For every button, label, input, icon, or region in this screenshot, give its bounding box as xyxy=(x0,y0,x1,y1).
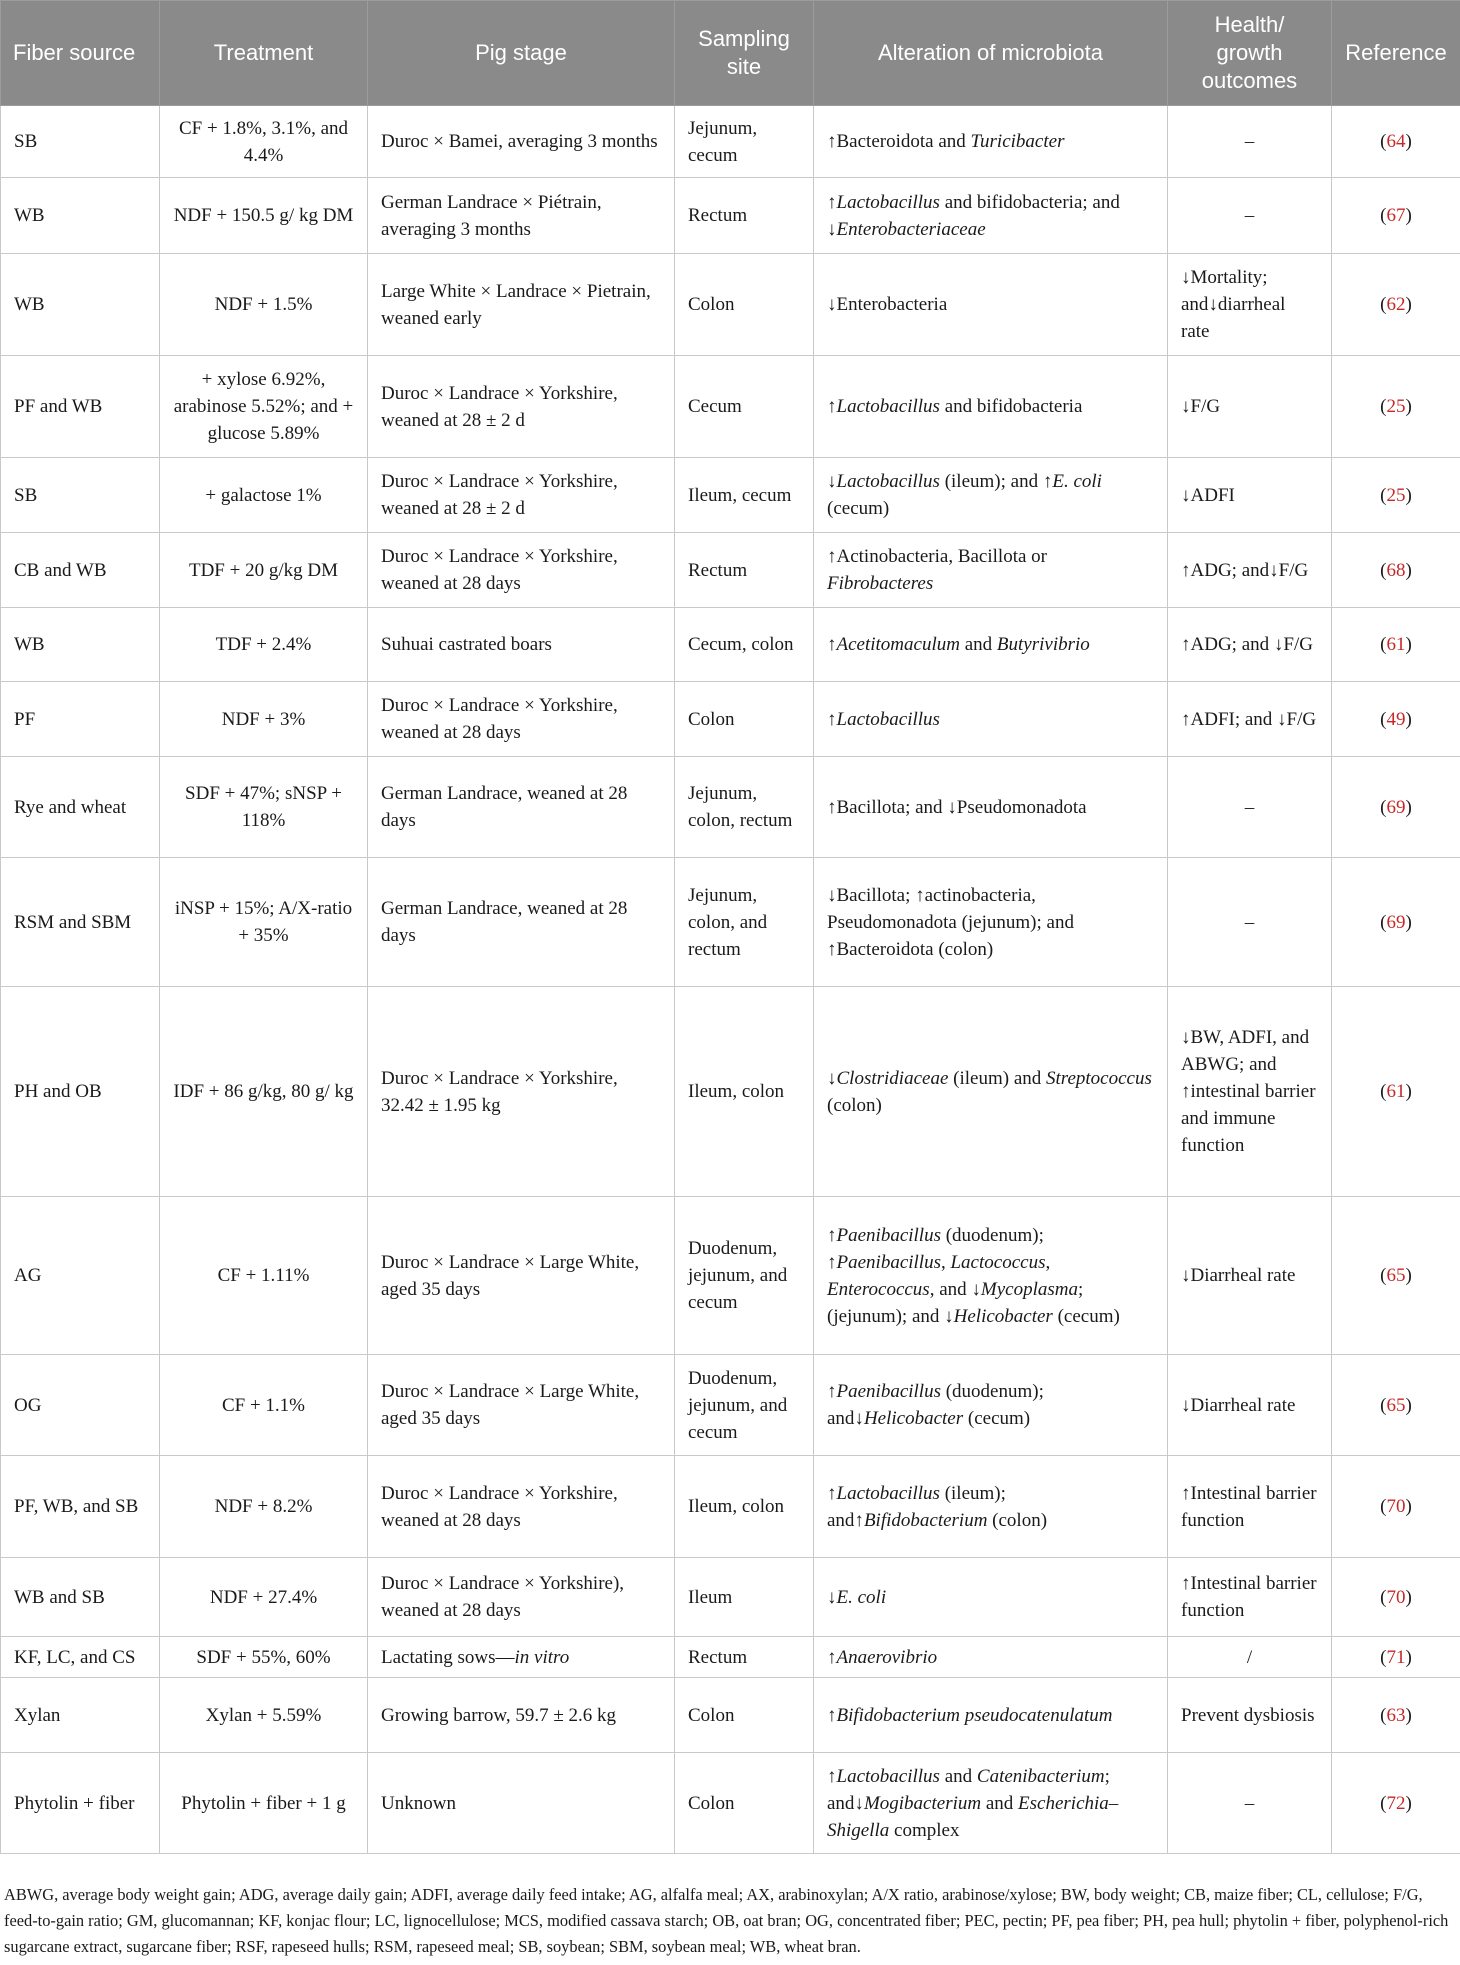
cell-reference: (64) xyxy=(1332,106,1460,178)
cell-sampling-site: Ileum, colon xyxy=(675,987,814,1197)
reference-link[interactable]: 72 xyxy=(1386,1792,1406,1814)
cell-pig-stage: Duroc × Landrace × Yorkshire), weaned at 28 days xyxy=(368,1558,675,1637)
cell-health-outcomes: ↑ADG; and↓F/G xyxy=(1168,533,1332,608)
cell-fiber-source: PF xyxy=(1,682,160,757)
cell-pig-stage: Duroc × Landrace × Large White, aged 35 days xyxy=(368,1197,675,1355)
cell-pig-stage: German Landrace × Piétrain, averaging 3 months xyxy=(368,178,675,254)
cell-sampling-site: Jejunum, cecum xyxy=(675,106,814,178)
cell-treatment: Xylan + 5.59% xyxy=(160,1678,368,1753)
cell-fiber-source: SB xyxy=(1,106,160,178)
cell-sampling-site: Colon xyxy=(675,1678,814,1753)
cell-alteration: ↑Lactobacillus and Catenibacterium; and↓Mogibacterium and Escherichia–Shigella complex xyxy=(814,1753,1168,1854)
reference-link[interactable]: 69 xyxy=(1386,911,1406,933)
cell-pig-stage: Duroc × Landrace × Yorkshire, weaned at 28 ± 2 d xyxy=(368,356,675,458)
cell-fiber-source: PF, WB, and SB xyxy=(1,1456,160,1558)
cell-alteration: ↑Anaerovibrio xyxy=(814,1637,1168,1678)
cell-alteration: ↓Lactobacillus (ileum); and ↑E. coli (cecum) xyxy=(814,458,1168,533)
cell-health-outcomes: – xyxy=(1168,757,1332,858)
table-footnote: ABWG, average body weight gain; ADG, average daily gain; ADFI, average daily feed intake; AG, alfalfa meal; AX, arabinoxylan; A/X ratio, arabinose/xylose; BW, body weight; CB, maize fiber; CL, cellulose; F/G, feed-to-gain ratio; GM, glucomannan; KF, konjac flour; LC, lignocellulose; MCS, modified cassava starch; OB, oat bran; OG, concentrated fiber; PEC, pectin; PF, pea fiber; PH, pea hull; phytolin + fiber, polyphenol-rich sugarcane extract, sugarcane fiber; RSF, rapeseed hulls; RSM, rapeseed meal; SB, soybean; SBM, soybean meal; WB, wheat bran. xyxy=(4,1885,1449,1956)
cell-treatment: SDF + 55%, 60% xyxy=(160,1637,368,1678)
cell-reference: (49) xyxy=(1332,682,1460,757)
header-pig-stage: Pig stage xyxy=(368,1,675,106)
table-row xyxy=(1,682,1460,757)
cell-pig-stage: Duroc × Landrace × Yorkshire, weaned at 28 days xyxy=(368,682,675,757)
cell-pig-stage: Duroc × Bamei, averaging 3 months xyxy=(368,106,675,178)
cell-pig-stage: Duroc × Landrace × Yorkshire, weaned at 28 ± 2 d xyxy=(368,458,675,533)
cell-health-outcomes: – xyxy=(1168,858,1332,987)
cell-treatment: CF + 1.8%, 3.1%, and 4.4% xyxy=(160,106,368,178)
cell-pig-stage: Large White × Landrace × Pietrain, weaned early xyxy=(368,254,675,356)
cell-treatment: NDF + 27.4% xyxy=(160,1558,368,1637)
header-fiber-source: Fiber source xyxy=(1,1,160,106)
cell-fiber-source: WB xyxy=(1,254,160,356)
cell-sampling-site: Rectum xyxy=(675,178,814,254)
cell-reference: (62) xyxy=(1332,254,1460,356)
cell-fiber-source: AG xyxy=(1,1197,160,1355)
table-row xyxy=(1,858,1460,987)
header-alteration: Alteration of microbiota xyxy=(814,1,1168,106)
cell-treatment: + xylose 6.92%, arabinose 5.52%; and + glucose 5.89% xyxy=(160,356,368,458)
reference-link[interactable]: 71 xyxy=(1386,1646,1406,1668)
cell-fiber-source: WB and SB xyxy=(1,1558,160,1637)
cell-reference: (71) xyxy=(1332,1637,1460,1678)
cell-alteration: ↓Clostridiaceae (ileum) and Streptococcus (colon) xyxy=(814,987,1168,1197)
cell-sampling-site: Ileum xyxy=(675,1558,814,1637)
cell-alteration: ↑Bacteroidota and Turicibacter xyxy=(814,106,1168,178)
cell-fiber-source: Phytolin + fiber xyxy=(1,1753,160,1854)
header-treatment: Treatment xyxy=(160,1,368,106)
cell-pig-stage: Duroc × Landrace × Large White, aged 35 days xyxy=(368,1355,675,1456)
table-row xyxy=(1,608,1460,682)
cell-sampling-site: Duodenum, jejunum, and cecum xyxy=(675,1355,814,1456)
cell-health-outcomes: ↑Intestinal barrier function xyxy=(1168,1558,1332,1637)
cell-fiber-source: WB xyxy=(1,178,160,254)
reference-link[interactable]: 70 xyxy=(1386,1496,1406,1517)
reference-link[interactable]: 49 xyxy=(1386,708,1406,730)
table-row xyxy=(1,987,1460,1197)
reference-link[interactable]: 61 xyxy=(1386,634,1406,655)
cell-treatment: CF + 1.11% xyxy=(160,1197,368,1355)
cell-reference: (70) xyxy=(1332,1558,1460,1637)
table-row xyxy=(1,356,1460,458)
cell-fiber-source: PF and WB xyxy=(1,356,160,458)
cell-health-outcomes: Prevent dysbiosis xyxy=(1168,1678,1332,1753)
cell-health-outcomes: ↑ADG; and ↓F/G xyxy=(1168,608,1332,682)
cell-fiber-source: CB and WB xyxy=(1,533,160,608)
reference-link[interactable]: 68 xyxy=(1386,559,1406,581)
cell-alteration: ↓Enterobacteria xyxy=(814,254,1168,356)
cell-sampling-site: Ileum, cecum xyxy=(675,458,814,533)
cell-health-outcomes: ↑Intestinal barrier function xyxy=(1168,1456,1332,1558)
cell-fiber-source: Rye and wheat xyxy=(1,757,160,858)
table-row xyxy=(1,254,1460,356)
cell-treatment: SDF + 47%; sNSP + 118% xyxy=(160,757,368,858)
cell-reference: (65) xyxy=(1332,1355,1460,1456)
cell-fiber-source: WB xyxy=(1,608,160,682)
cell-reference: (67) xyxy=(1332,178,1460,254)
reference-link[interactable]: 62 xyxy=(1386,294,1406,315)
cell-pig-stage: Duroc × Landrace × Yorkshire, 32.42 ± 1.95 kg xyxy=(368,987,675,1197)
table-row xyxy=(1,1456,1460,1558)
reference-link[interactable]: 61 xyxy=(1386,1081,1406,1102)
cell-health-outcomes: ↓Diarrheal rate xyxy=(1168,1197,1332,1355)
cell-alteration: ↑Bacillota; and ↓Pseudomonadota xyxy=(814,757,1168,858)
reference-link[interactable]: 64 xyxy=(1386,131,1406,152)
table-row xyxy=(1,533,1460,608)
cell-fiber-source: SB xyxy=(1,458,160,533)
cell-pig-stage: Lactating sows—in vitro xyxy=(368,1637,675,1678)
table-row xyxy=(1,757,1460,858)
cell-health-outcomes: – xyxy=(1168,178,1332,254)
cell-alteration: ↑Paenibacillus (duodenum); ↑Paenibacillus, Lactococcus, Enterococcus, and ↓Mycoplasma; (jejunum); and ↓Helicobacter (cecum) xyxy=(814,1197,1168,1355)
cell-fiber-source: PH and OB xyxy=(1,987,160,1197)
header-sampling-site: Sampling site xyxy=(675,1,814,106)
cell-treatment: NDF + 150.5 g/ kg DM xyxy=(160,178,368,254)
cell-pig-stage: Growing barrow, 59.7 ± 2.6 kg xyxy=(368,1678,675,1753)
header-reference: Reference xyxy=(1332,1,1460,106)
cell-health-outcomes: ↓F/G xyxy=(1168,356,1332,458)
cell-alteration: ↑Bifidobacterium pseudocatenulatum xyxy=(814,1678,1168,1753)
cell-alteration: ↑Lactobacillus (ileum); and↑Bifidobacterium (colon) xyxy=(814,1456,1168,1558)
table-row xyxy=(1,1637,1460,1678)
cell-sampling-site: Rectum xyxy=(675,533,814,608)
cell-reference: (70) xyxy=(1332,1456,1460,1558)
cell-alteration: ↑Actinobacteria, Bacillota or Fibrobacteres xyxy=(814,533,1168,608)
reference-link[interactable]: 63 xyxy=(1386,1704,1406,1726)
cell-reference: (65) xyxy=(1332,1197,1460,1355)
cell-sampling-site: Rectum xyxy=(675,1637,814,1678)
cell-reference: (69) xyxy=(1332,757,1460,858)
cell-fiber-source: KF, LC, and CS xyxy=(1,1637,160,1678)
cell-treatment: Phytolin + fiber + 1 g xyxy=(160,1753,368,1854)
cell-pig-stage: German Landrace, weaned at 28 days xyxy=(368,757,675,858)
cell-treatment: TDF + 20 g/kg DM xyxy=(160,533,368,608)
cell-reference: (68) xyxy=(1332,533,1460,608)
header-row xyxy=(1,1,1460,106)
header-health-outcomes: Health/ growth outcomes xyxy=(1168,1,1332,106)
cell-treatment: IDF + 86 g/kg, 80 g/ kg xyxy=(160,987,368,1197)
cell-sampling-site: Duodenum, jejunum, and cecum xyxy=(675,1197,814,1355)
cell-health-outcomes: ↓ADFI xyxy=(1168,458,1332,533)
cell-sampling-site: Colon xyxy=(675,254,814,356)
cell-reference: (61) xyxy=(1332,987,1460,1197)
cell-sampling-site: Colon xyxy=(675,682,814,757)
reference-link[interactable]: 70 xyxy=(1386,1586,1406,1608)
cell-treatment: + galactose 1% xyxy=(160,458,368,533)
cell-sampling-site: Jejunum, colon, and rectum xyxy=(675,858,814,987)
cell-sampling-site: Cecum xyxy=(675,356,814,458)
table-row xyxy=(1,1558,1460,1637)
cell-pig-stage: Duroc × Landrace × Yorkshire, weaned at 28 days xyxy=(368,1456,675,1558)
cell-health-outcomes: / xyxy=(1168,1637,1332,1678)
cell-reference: (25) xyxy=(1332,458,1460,533)
cell-health-outcomes: ↓Diarrheal rate xyxy=(1168,1355,1332,1456)
cell-alteration: ↑Lactobacillus and bifidobacteria xyxy=(814,356,1168,458)
cell-sampling-site: Colon xyxy=(675,1753,814,1854)
reference-link[interactable]: 25 xyxy=(1386,396,1406,417)
reference-link[interactable]: 67 xyxy=(1386,205,1406,226)
cell-reference: (63) xyxy=(1332,1678,1460,1753)
table-row xyxy=(1,458,1460,533)
cell-sampling-site: Ileum, colon xyxy=(675,1456,814,1558)
cell-health-outcomes: – xyxy=(1168,106,1332,178)
cell-reference: (69) xyxy=(1332,858,1460,987)
cell-health-outcomes: ↓BW, ADFI, and ABWG; and ↑intestinal barrier and immune function xyxy=(1168,987,1332,1197)
cell-alteration: ↑Paenibacillus (duodenum); and↓Helicobacter (cecum) xyxy=(814,1355,1168,1456)
cell-reference: (61) xyxy=(1332,608,1460,682)
reference-link[interactable]: 25 xyxy=(1386,484,1406,506)
table-body xyxy=(1,106,1460,1854)
cell-health-outcomes: ↑ADFI; and ↓F/G xyxy=(1168,682,1332,757)
table-row xyxy=(1,1197,1460,1355)
cell-pig-stage: Suhuai castrated boars xyxy=(368,608,675,682)
cell-reference: (72) xyxy=(1332,1753,1460,1854)
cell-alteration: ↓E. coli xyxy=(814,1558,1168,1637)
table-row xyxy=(1,1678,1460,1753)
cell-alteration: ↑Lactobacillus and bifidobacteria; and ↓Enterobacteriaceae xyxy=(814,178,1168,254)
cell-treatment: iNSP + 15%; A/X-ratio + 35% xyxy=(160,858,368,987)
cell-alteration: ↑Lactobacillus xyxy=(814,682,1168,757)
cell-fiber-source: RSM and SBM xyxy=(1,858,160,987)
cell-fiber-source: Xylan xyxy=(1,1678,160,1753)
table-row xyxy=(1,178,1460,254)
table-row xyxy=(1,1753,1460,1854)
cell-treatment: NDF + 8.2% xyxy=(160,1456,368,1558)
reference-link[interactable]: 69 xyxy=(1386,796,1406,818)
table-row xyxy=(1,1355,1460,1456)
cell-health-outcomes: ↓Mortality; and↓diarrheal rate xyxy=(1168,254,1332,356)
cell-treatment: CF + 1.1% xyxy=(160,1355,368,1456)
cell-pig-stage: Duroc × Landrace × Yorkshire, weaned at 28 days xyxy=(368,533,675,608)
cell-alteration: ↑Acetitomaculum and Butyrivibrio xyxy=(814,608,1168,682)
cell-sampling-site: Jejunum, colon, rectum xyxy=(675,757,814,858)
cell-pig-stage: German Landrace, weaned at 28 days xyxy=(368,858,675,987)
cell-fiber-source: OG xyxy=(1,1355,160,1456)
cell-health-outcomes: – xyxy=(1168,1753,1332,1854)
cell-reference: (25) xyxy=(1332,356,1460,458)
cell-treatment: NDF + 1.5% xyxy=(160,254,368,356)
cell-pig-stage: Unknown xyxy=(368,1753,675,1854)
reference-link[interactable]: 65 xyxy=(1386,1394,1406,1416)
cell-treatment: NDF + 3% xyxy=(160,682,368,757)
cell-alteration: ↓Bacillota; ↑actinobacteria, Pseudomonadota (jejunum); and ↑Bacteroidota (colon) xyxy=(814,858,1168,987)
cell-sampling-site: Cecum, colon xyxy=(675,608,814,682)
table-row xyxy=(1,106,1460,178)
cell-treatment: TDF + 2.4% xyxy=(160,608,368,682)
reference-link[interactable]: 65 xyxy=(1386,1265,1406,1286)
